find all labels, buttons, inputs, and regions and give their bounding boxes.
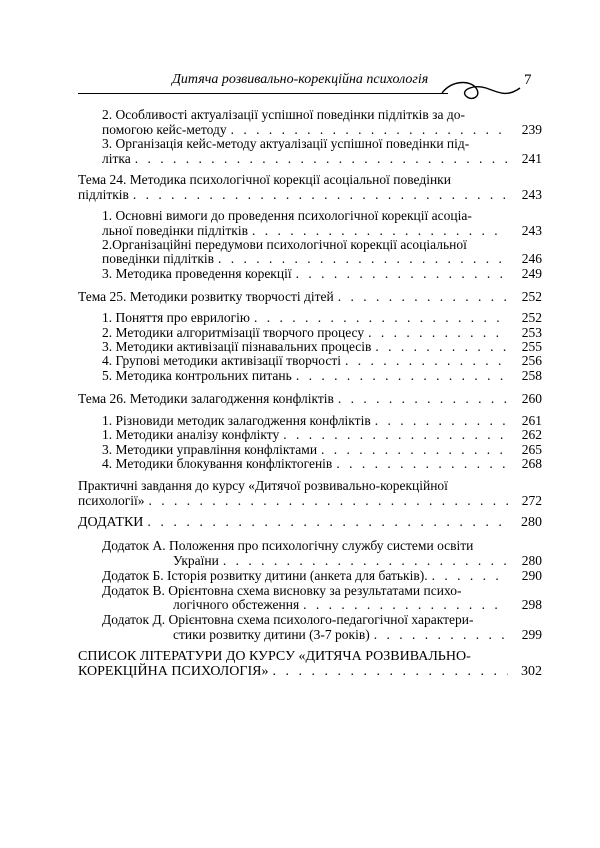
ornament-flourish-icon [440, 76, 522, 104]
toc-entry[interactable]: 3. Методика проведення корекції . . . 249 [102, 267, 542, 281]
toc-line: 2.Організаційні передумови психологічної корекції асоціальної [102, 237, 467, 252]
toc-line: СПИСОК ЛІТЕРАТУРИ ДО КУРСУ «ДИТЯЧА РОЗВИВАЛЬНО- [78, 649, 471, 664]
toc-line: 1. Основні вимоги до проведення психологічної корекції асоціа- [102, 208, 472, 223]
page-ref: 246 [521, 251, 542, 266]
page-ref: 268 [521, 456, 542, 471]
toc-entry[interactable]: 4. Групові методики активізації творчості . . . 256 [102, 354, 542, 368]
toc-entry[interactable]: ДОДАТКИ . . . 280 [78, 516, 542, 530]
toc-entry[interactable]: 1. Методики аналізу конфлікту . . . 262 [102, 428, 542, 442]
toc-entry[interactable]: КОРЕКЦІЙНА ПСИХОЛОГІЯ» . . . 302 [78, 665, 542, 679]
toc-line: Тема 24. Методика психологічної корекції асоціальної поведінки [78, 172, 451, 187]
toc-line: 2. Особливості актуалізації успішної поведінки підлітків за до- [102, 107, 465, 122]
page-ref: 253 [521, 325, 542, 340]
toc-entry[interactable]: 1. Різновиди методик залагодження конфліктів . . . 261 [102, 414, 542, 428]
page-ref: 261 [521, 413, 542, 428]
page-ref: 256 [521, 353, 542, 368]
toc-entry[interactable]: 3. Методики управління конфліктами . . . 265 [102, 443, 542, 457]
page-number: 7 [524, 72, 532, 88]
toc-entry[interactable]: літка . . . 241 [102, 152, 542, 166]
page-ref: 299 [521, 627, 542, 642]
toc-line: Практичні завдання до курсу «Дитячої розвивально-корекційної [78, 478, 448, 493]
page-ref: 252 [521, 310, 542, 325]
toc-entry[interactable]: помогою кейс-методу . . . 239 [102, 123, 542, 137]
toc-entry[interactable]: поведінки підлітків . . . 246 [102, 252, 542, 266]
page-ref: 252 [521, 289, 542, 304]
page-ref: 262 [521, 427, 542, 442]
toc-line: Додаток Д. Орієнтовна схема психолого-педагогічної характери- [102, 612, 474, 627]
page-ref: 260 [521, 391, 542, 406]
page-ref: 239 [521, 122, 542, 137]
toc-line: 3. Організація кейс-методу актуалізації успішної поведінки під- [102, 136, 470, 151]
toc-entry[interactable]: логічного обстеження . . . 298 [173, 598, 542, 612]
toc-entry[interactable]: підлітків . . . 243 [78, 188, 542, 202]
toc-entry[interactable]: Тема 26. Методики залагодження конфліктів . . . 260 [78, 392, 542, 406]
page-ref: 265 [521, 442, 542, 457]
page-ref: 272 [521, 493, 542, 508]
toc-entry[interactable]: 3. Методики активізації пізнавальних процесів . . . 255 [102, 340, 542, 354]
page-ref: 302 [521, 664, 542, 679]
toc-entry[interactable]: льної поведінки підлітків . . . 243 [102, 224, 542, 238]
page-ref: 298 [521, 597, 542, 612]
page-ref: 243 [521, 223, 542, 238]
toc-entry[interactable]: стики розвитку дитини (3-7 років) . . . 299 [173, 628, 542, 642]
header-rule [78, 93, 448, 94]
toc-entry[interactable]: України . . . 280 [173, 554, 542, 568]
page-ref: 258 [521, 368, 542, 383]
toc-entry[interactable]: Додаток Б. Історія розвитку дитини (анкета для батьків). . . . 290 [102, 569, 542, 583]
page-ref: 255 [521, 339, 542, 354]
page-ref: 243 [521, 187, 542, 202]
toc-line: Додаток А. Положення про психологічну службу системи освіти [102, 538, 474, 553]
toc-line: Додаток В. Орієнтовна схема висновку за результатами психо- [102, 583, 462, 598]
toc-entry[interactable]: психології» . . . 272 [78, 494, 542, 508]
page-ref: 249 [521, 266, 542, 281]
toc-entry[interactable]: 2. Методики алгоритмізації творчого процесу . . . 253 [102, 326, 542, 340]
running-title: Дитяча розвивально-корекційна психологія [172, 72, 429, 87]
page-ref: 280 [521, 553, 542, 568]
toc-entry[interactable]: 1. Поняття про еврилогію . . . 252 [102, 311, 542, 325]
page-ref: 280 [521, 515, 542, 530]
page-ref: 241 [521, 151, 542, 166]
page-ref: 290 [521, 568, 542, 583]
toc-entry[interactable]: 4. Методики блокування конфліктогенів . . . 268 [102, 457, 542, 471]
toc-entry[interactable]: 5. Методика контрольних питань . . . 258 [102, 369, 542, 383]
toc-entry[interactable]: Тема 25. Методики розвитку творчості дітей . . . 252 [78, 290, 542, 304]
